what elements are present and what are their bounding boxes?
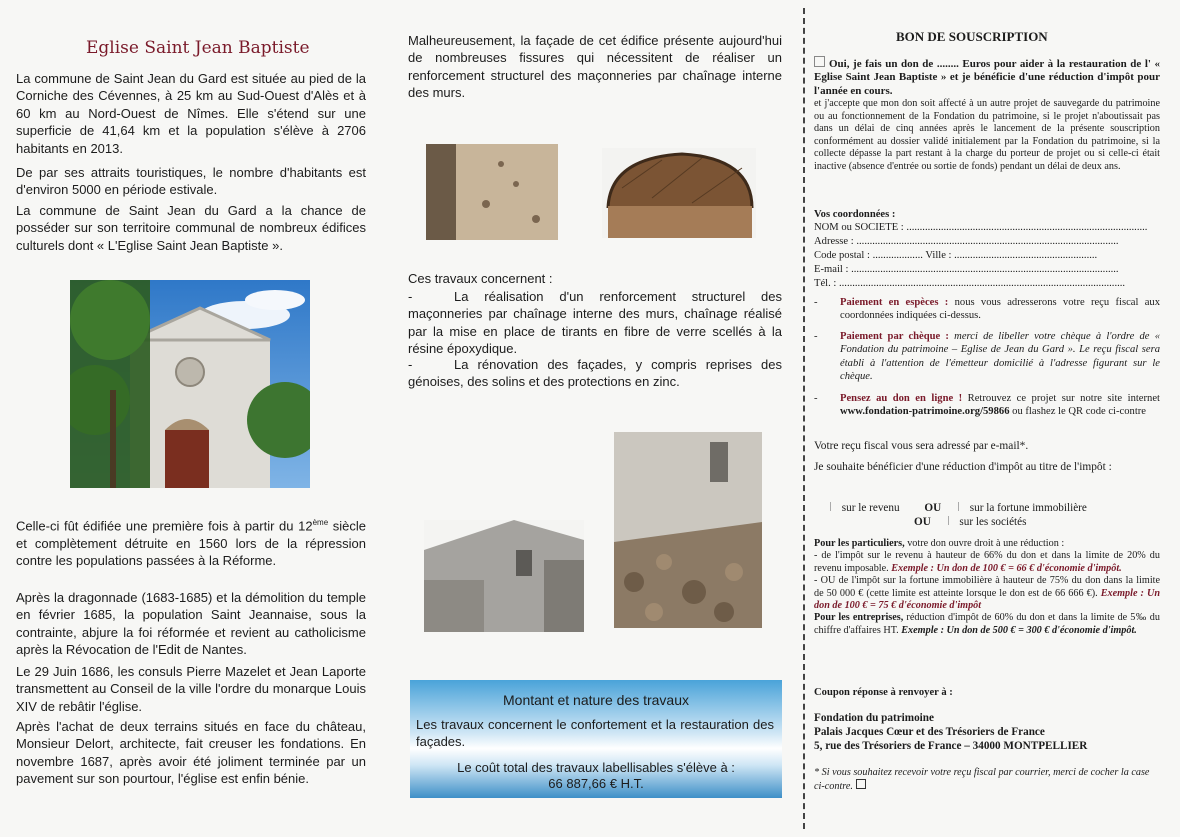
donation-link[interactable]: www.fondation-patrimoine.org/59866 [840, 406, 1010, 418]
field-email[interactable]: E-mail : ..................................................................................................... [814, 264, 1119, 275]
income-checkbox[interactable] [830, 502, 839, 511]
org-palace: Palais Jacques Cœur et des Trésoriers de France [814, 726, 1045, 738]
work-item-1: - La réalisation d'un renforcement structurel des maçonneries par chaînage interne des murs, chaînage réalisé par la mise en place de tirants en fibre de verre scellés à la résine époxydique. [408, 289, 782, 357]
cost-value: 66 887,66 € H.T. [548, 776, 644, 791]
field-name[interactable]: NOM ou SOCIETE : ........................................................................................... [814, 222, 1148, 233]
email-receipt-note: Votre reçu fiscal vous sera adressé par e-mail*. [814, 440, 1029, 452]
damage-paragraph: Malheureusement, la façade de cet édifice présente aujourd'hui de nombreuses fissures qui nécessitent de réaliser un renforcement structurel des maçonneries par chaînage interne des murs. [408, 33, 782, 101]
church-photo [70, 280, 310, 488]
left-panel [0, 0, 388, 837]
field-postal-city[interactable]: Code postal : ................... Ville : ...................................................... [814, 250, 1098, 261]
works-summary-box [410, 680, 782, 798]
facade-crack-photo [426, 144, 558, 240]
pay-check: Paiement par chèque : merci de libeller votre chèque à l'ordre de « Fondation du patrimoine – Eglise de Jean du Gard ». Le reçu fiscal sera établi à l'attention de l'émetteur domicilié à l'adresse figurant sur le chèque. [840, 331, 1160, 383]
page-title: Eglise Saint Jean Baptiste [86, 38, 310, 58]
dome-photo [602, 148, 756, 238]
field-address[interactable]: Adresse : ................................................................................................... [814, 236, 1119, 247]
tourism-paragraph: De par ses attraits touristiques, le nombre d'habitants est d'environ 5000 en période estivale. [16, 165, 366, 198]
summary-cost [410, 760, 782, 792]
work-item-2: - La rénovation des façades, y compris reprises des génoises, des solins et des protections en zinc. [408, 357, 782, 390]
side-wall-photo [424, 520, 584, 632]
pledge-checkbox[interactable] [814, 56, 825, 67]
wealth-checkbox[interactable] [958, 502, 967, 511]
companies-checkbox[interactable] [948, 516, 957, 525]
subscription-panel [806, 0, 1180, 837]
tax-question: Je souhaite bénéficier d'une réduction d'impôt au titre de l'impôt : [814, 461, 1112, 473]
bullet-online: - [814, 393, 818, 404]
history-paragraph-1: Celle-ci fût édifiée une première fois à partir du 12ème siècle et complètement détruite en 1560 lors de la répression contre les populations passées à la Réforme. [16, 518, 367, 569]
bullet-cash: - [814, 297, 818, 308]
mail-receipt-checkbox[interactable] [856, 779, 866, 789]
individuals-info: Pour les particuliers, votre don ouvre droit à une réduction : - de l'impôt sur le revenu à hauteur de 66% du don et dans la limite de 20% du revenu imposable. Exemple : Un don de 100 € = 66 € d'économie d'impôt. - OU de l'impôt sur la fortune immobilière à hauteur de 75% du don dans la limite de 50 000 € (cette limite est atteinte lorsque le don est de 66 666 €). Exemple : Un don de 100 € = 75 € d'économie d'impôt Pour les entreprises, réduction d'impôt de 60% du don et dans la limite de 5‰ du chiffre d'affaires HT. Exemple : Un don de 500 € = 300 € d'économie d'impôt. [814, 538, 1161, 636]
pay-online: Pensez au don en ligne ! Retrouvez ce projet sur notre site internet www.fondation-patrimoine.org/59866 ou flashez le QR code ci-contre [840, 393, 1160, 418]
fold-line [803, 8, 805, 829]
tax-options-row-1: sur le revenu OU sur la fortune immobilière [830, 502, 1170, 515]
history-paragraph-4: Après l'achat de deux terrains situés en face du château, Monsieur Delort, architecte, fait creuser les fondations. En novembre 1687, après avoir été joliment terminée par un pavement sur son pourtour, l'église est enfin bénie. [16, 719, 366, 787]
summary-title: Montant et nature des travaux [503, 692, 689, 708]
pay-cash: Paiement en espèces : nous vous adresserons votre reçu fiscal aux coordonnées indiquées ci-dessus. [840, 297, 1160, 322]
summary-text: Les travaux concernent le confortement et la restauration des façades. [416, 717, 774, 749]
history-paragraph-2: Après la dragonnade (1683-1685) et la démolition du temple en février 1685, la population Saint Jeannaise, sous la contrainte, abjure la foi réformée et revient au catholicisme après la Révocation de l'Edit de Nantes. [16, 590, 366, 658]
org-address: 5, rue des Trésoriers de France – 34000 MONTPELLIER [814, 740, 1088, 752]
pledge-statement: Oui, je fais un don de ........ Euros pour aider à la restauration de l' « Eglise Saint Jean Baptiste » et je bénéficie d'une réduction d'impôt pour l'année en cours. [814, 58, 1160, 97]
org-name: Fondation du patrimoine [814, 712, 934, 724]
stone-wall-photo [614, 432, 762, 628]
field-tel[interactable]: Tél. : ............................................................................................................ [814, 278, 1126, 289]
history-paragraph-3: Le 29 Juin 1686, les consuls Pierre Mazelet et Jean Laporte transmettent au Conseil de la ville l'ordre du monarque Louis XIV de rebâtir l'église. [16, 664, 366, 714]
mail-receipt-footnote: * Si vous souhaitez recevoir votre reçu fiscal par courrier, merci de cocher la case ci-contre. [814, 767, 1150, 793]
coupon-title: Coupon réponse à renvoyer à : [814, 687, 953, 698]
coords-title: Vos coordonnées : [814, 209, 896, 220]
tax-options-row-2: OU sur les sociétés [914, 516, 1027, 528]
form-title: BON DE SOUSCRIPTION [896, 29, 1048, 44]
heritage-paragraph: La commune de Saint Jean du Gard a la chance de posséder sur son territoire communal de nombreux édifices culturels dont « L'Eglise Saint Jean Baptiste ». [16, 203, 366, 253]
cost-label: Le coût total des travaux labellisables s'élève à : [457, 760, 735, 775]
pledge-conditions: et j'accepte que mon don soit affecté à un autre projet de sauvegarde du patrimoine ou au fonctionnement de la Fondation du patrimoine, si le projet n'aboutissait pas dans un délai de cinq années après le lancement de la présente souscription conformément au dossier validé initialement par la Fondation du patrimoine, si la collecte dépasse la part restant à la charge du porteur de projet ou si celle-ci était inactive (absence d'entrée ou sortie de fonds) pendant un délai de deux ans. [814, 98, 1160, 172]
bullet-check: - [814, 331, 818, 342]
works-title: Ces travaux concernent : [408, 271, 553, 286]
intro-paragraph: La commune de Saint Jean du Gard est située au pied de la Corniche des Cévennes, à 25 km au Sud-Ouest d'Alès et à 60 km au Nord-Ouest de Nîmes. Elle s'étend sur une superficie de 41,64 km et la population s'élève à 2706 habitants en 2013. [16, 71, 366, 156]
